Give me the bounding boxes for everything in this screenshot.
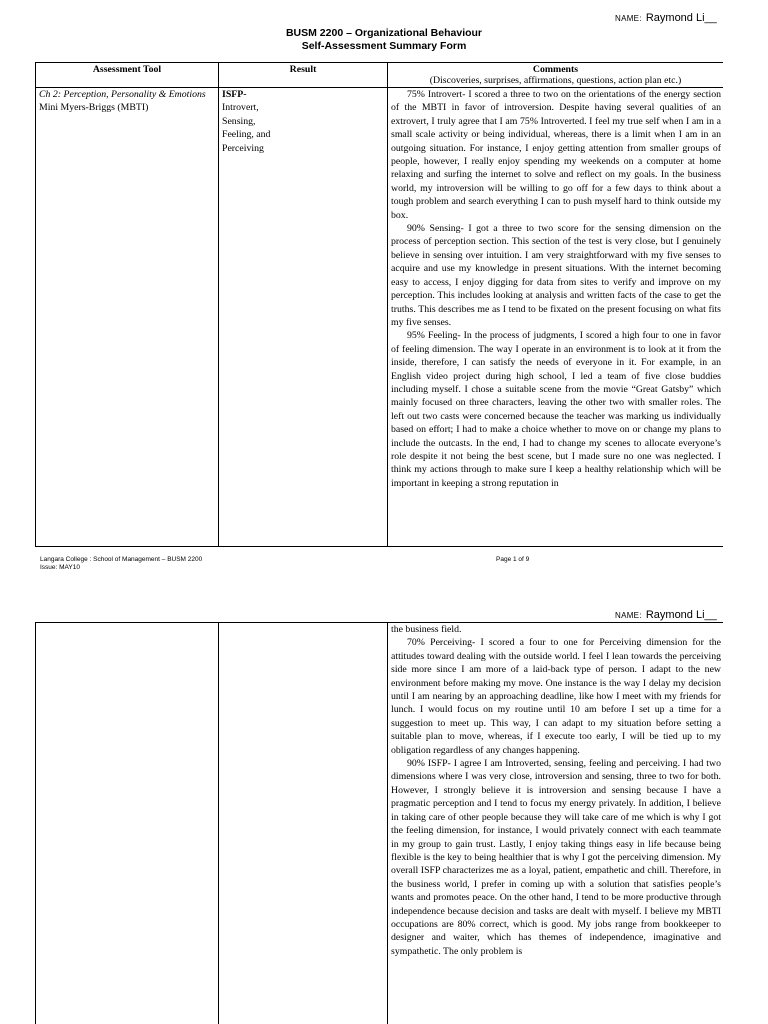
comment-paragraph-sensing: 90% Sensing- I got a three to two score for the sensing dimension on the process of perception section. This section of the test is very close, but I genuinely believe in sensing over intuition. I am very straightforward with my five senses to acquire and use my knowledge in present situations. With the internet becoming easy to access, I enjoy digging for data from sites to verify and improve on my perception. This includes looking at analysis and written facts of the case to get the truths. This describes me as I tend to be fixated on the present focusing on what fits my five senses. [391, 223, 721, 328]
course-title: BUSM 2200 – Organizational Behaviour [285, 27, 483, 39]
comment-paragraph-introvert: 75% Introvert- I scored a three to two on the orientations of the energy section of the MBTI in favor of introversion. Despite having several qualities of an extrovert, I truly agree that I am 75% Introverted. I feel my true self when I am in a small scale activity or being individual, whereas, there is a limit when I am in an outgoing situation. For instance, I enjoy getting attention from smaller groups of people, however, I really enjoy spending my weekends on a computer at home relaxing and surfing the internet to solve and reflect on my goals. In the business world, my introversion will be willing to go off for a few days to think about a tough problem and search everything I can to push myself hard to think outside my box. [391, 89, 721, 221]
result-line: Feeling, and [222, 129, 271, 141]
name-line-page2 [615, 609, 717, 621]
name-label: NAME: [615, 14, 642, 23]
footer-school: Langara College : School of Management – BUSM 2200 [40, 556, 203, 563]
name-line [615, 12, 717, 24]
assessment-table-continued [35, 622, 723, 1024]
footer-school-block [40, 556, 202, 572]
name-value: Raymond Li__ [645, 609, 717, 621]
tool-chapter: Ch 2: Perception, Personality & Emotions [39, 89, 206, 100]
form-title: Self-Assessment Summary Form [301, 40, 467, 52]
tool-cell-empty [36, 623, 219, 1024]
table-row [36, 623, 724, 1024]
comment-paragraph-isfp: 90% ISFP- I agree I am Introverted, sensing, feeling and perceiving. I had two dimensions where I was very close, introversion and sensing, three to two for both. However, I strongly believe it is introversion and sensing because I have a pragmatic perception and I tend to focus my energy privately. In addition, I believe in taking care of other people because they will take care of me which is why I got the feeling dimension, for instance, I would privately connect with each teammate in my group to gain trust. Lastly, I enjoy taking things easy in life because being flexible is the key to being healthier that is why I got the perceiving dimension. My overall ISFP characterizes me as a loyal, patient, empathetic and chill. Therefore, in the business world, I prefer in coming up with a solution that satisfies people’s wants and promotes peace. On the other hand, I tend to be more productive through independence because decision and tasks are dealt with myself. I believe my MBTI occupations are 80% correct, which is good. My jobs range from bookkeeper to designer and waiter, which has themes of independence, imaginative and sympathetic. The only problem is [391, 758, 721, 957]
name-value: Raymond Li__ [645, 12, 717, 24]
footer-page-number: Page 1 of 9 [496, 556, 530, 563]
footer-issue: Issue: MAY10 [40, 564, 80, 571]
result-line: Perceiving [222, 142, 264, 154]
header-assessment-tool: Assessment Tool [36, 63, 219, 88]
table-header-row [36, 63, 724, 88]
assessment-table [35, 62, 723, 547]
comment-paragraph-feeling: 95% Feeling- In the process of judgments, I scored a high four to one in favor of feeling dimension. The way I operate in an environment is to look at it from the inside, therefore, I can satisfy the needs of everyone in it. For example, in an English video project during high school, I led a team of five close buddies including myself. I chose a suitable scene from the movie “Great Gatsby” which mainly focused on three characters, leaving the other two with smaller roles. The left out two casts were concerned because the teacher was marking us individually based on effort; I had to make a choice whether to move on or change my plans to include the outcasts. In the end, I had to change my scenes to allocate everyone’s role despite it not being the best scene, but I made sure no one was neglected. I think my actions through to make sure I keep a healthy relationship which will be important in keeping a strong reputation in [391, 330, 721, 489]
header-comments-title: Comments [532, 64, 579, 75]
header-comments-subtitle: (Discoveries, surprises, affirmations, questions, action plan etc.) [429, 75, 682, 86]
name-label: NAME: [615, 611, 642, 620]
header-comments [388, 63, 724, 88]
assessment-table-page2 [35, 622, 723, 1024]
result-cell-empty [219, 623, 388, 1024]
tool-name: Mini Myers-Briggs (MBTI) [39, 102, 149, 114]
result-line: Sensing, [222, 115, 256, 127]
tool-cell [36, 88, 219, 548]
table-bottom-border [35, 546, 723, 547]
comments-cell [388, 88, 724, 548]
result-cell [219, 88, 388, 548]
comment-continuation: the business field. [391, 624, 462, 635]
comments-cell-continued [388, 623, 724, 1024]
result-line: Introvert, [222, 102, 259, 114]
comment-paragraph-perceiving: 70% Perceiving- I scored a four to one for Perceiving dimension for the attitudes toward dealing with the outside world. I feel I lean towards the perceiving side more since I am more of a laid-back type of person. I adapt to the new environment before making my move. One instance is the way I delay my decision until I am nearing by an approaching deadline, like how I meet with my friends for lunch. I would focus on my routine until 10 am before I set up a time for a suggestion to meet up. This way, I can adapt to my situation before setting a suitable plan to move, whereas, if I execute too early, I will be tied up to my obligation regardless of any changes happening. [391, 637, 721, 756]
result-type: ISFP- [222, 89, 247, 100]
assessment-table-page1 [35, 62, 723, 547]
header-result: Result [219, 63, 388, 88]
table-row [36, 88, 724, 548]
